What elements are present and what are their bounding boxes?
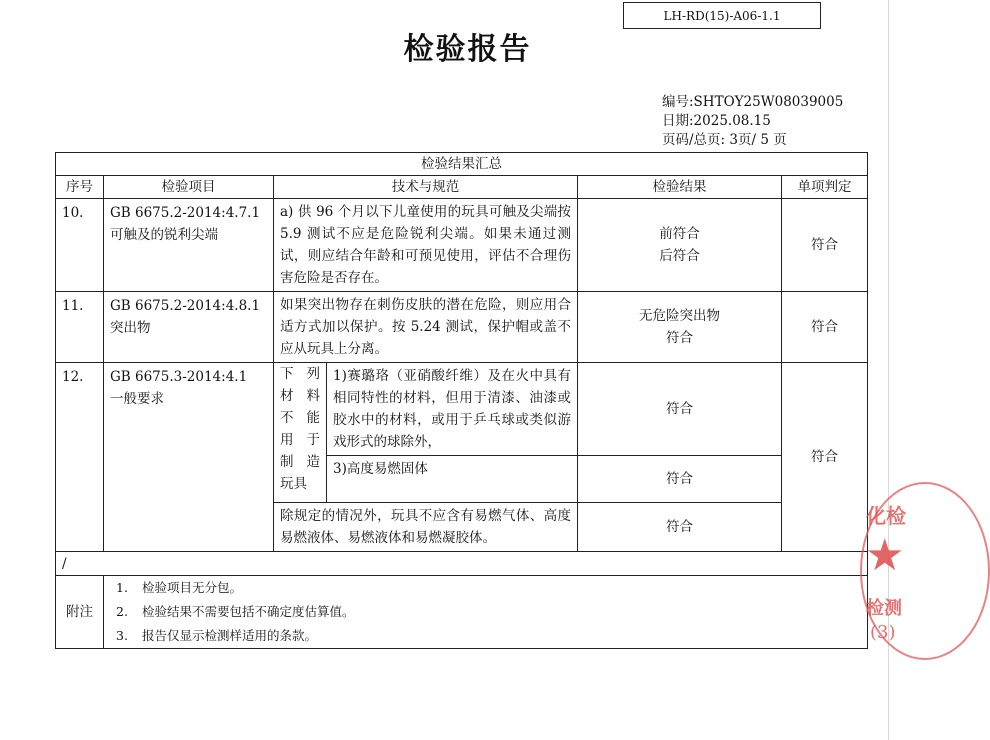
note-number: 1. (116, 580, 128, 595)
materials-label-line: 材 料 (280, 388, 320, 404)
page-title: 检验报告 (403, 32, 532, 67)
sub-spec-3: 3)高度易燃固体 (327, 456, 578, 503)
results-summary-table (55, 152, 868, 649)
item-code: GB 6675.2-2014:4.8.1 (110, 298, 261, 314)
materials-label-line: 不 能 (280, 410, 320, 426)
table-row (56, 292, 868, 363)
result-line: 符合 (666, 330, 693, 346)
seal-star-icon: ★ (865, 530, 905, 581)
note-item (116, 600, 855, 624)
note-text: 检验结果不需要包括不确定度估算值。 (142, 604, 355, 619)
header-no: 序号 (56, 176, 104, 199)
result-line: 后符合 (659, 248, 700, 264)
slash-mark: / (56, 552, 868, 576)
report-date: 日期:2025.08.15 (662, 113, 771, 129)
row-no: 10. (56, 199, 104, 292)
result-line: 前符合 (659, 226, 700, 242)
header-spec: 技术与规范 (274, 176, 578, 199)
row-verdict: 符合 (782, 199, 868, 292)
row-result (578, 199, 782, 292)
seal-text-bottom: 检测 (866, 598, 902, 619)
official-seal-stamp (860, 482, 920, 662)
extra-result: 符合 (578, 503, 782, 552)
item-code: GB 6675.3-2014:4.1 (110, 369, 248, 385)
item-code: GB 6675.2-2014:4.7.1 (110, 205, 261, 221)
notes-list (116, 576, 855, 648)
materials-label-line: 用 于 (280, 432, 320, 448)
row-spec: 如果突出物存在刺伤皮肤的潜在危险，则应用合适方式加以保护。按 5.24 测试，保护帽或盖不应从玩具上分离。 (274, 292, 578, 363)
item-name: 一般要求 (110, 391, 164, 407)
row-verdict: 符合 (782, 292, 868, 363)
row-no: 11. (56, 292, 104, 363)
row-item (104, 363, 274, 552)
table-row (56, 363, 868, 456)
document-code-box: LH-RD(15)-A06-1.1 (623, 2, 821, 29)
notes-row (56, 576, 868, 649)
note-item (116, 576, 855, 600)
table-caption: 检验结果汇总 (56, 153, 868, 176)
row-no: 12. (56, 363, 104, 552)
result-line: 无危险突出物 (639, 308, 720, 324)
note-text: 报告仅显示检测样适用的条款。 (142, 628, 318, 643)
row-item (104, 199, 274, 292)
row-spec: a) 供 96 个月以下儿童使用的玩具可触及尖端按 5.9 测试不应是危险锐利尖端。如果未通过测试，则应结合年龄和可预见使用，评估不合理伤害危险是否存在。 (274, 199, 578, 292)
note-number: 3. (116, 628, 128, 643)
table-caption-row (56, 153, 868, 176)
materials-label (274, 363, 327, 503)
item-name: 突出物 (110, 320, 151, 336)
slash-row (56, 552, 868, 576)
note-item (116, 624, 855, 648)
page-counter: 页码/总页: 3页/ 5 页 (662, 132, 787, 148)
table-header-row (56, 176, 868, 199)
materials-label-line: 玩具 (280, 476, 307, 492)
seal-text-code: (3) (870, 622, 896, 643)
materials-label-line: 下 列 (280, 366, 320, 382)
notes-content (104, 576, 868, 649)
table-row (56, 199, 868, 292)
materials-label-line: 制 造 (280, 454, 320, 470)
report-number: 编号:SHTOY25W08039005 (662, 94, 844, 110)
header-verdict: 单项判定 (782, 176, 868, 199)
sub-result-1: 符合 (578, 363, 782, 456)
note-text: 检验项目无分包。 (142, 580, 243, 595)
seal-text-top: 化检 (866, 504, 906, 528)
item-name: 可触及的锐利尖端 (110, 227, 218, 243)
row-result (578, 292, 782, 363)
header-item: 检验项目 (104, 176, 274, 199)
report-meta (662, 93, 843, 150)
header-result: 检验结果 (578, 176, 782, 199)
extra-spec: 除规定的情况外，玩具不应含有易燃气体、高度易燃液体、易燃液体和易燃凝胶体。 (274, 503, 578, 552)
row-verdict: 符合 (782, 363, 868, 552)
note-number: 2. (116, 604, 128, 619)
sub-spec-1: 1)赛璐珞（亚硝酸纤维）及在火中具有相同特性的材料，但用于清漆、油漆或胶水中的材料，或用于乒乓球或类似游戏形式的球除外， (327, 363, 578, 456)
sub-result-3: 符合 (578, 456, 782, 503)
row-item (104, 292, 274, 363)
notes-label: 附注 (56, 576, 104, 649)
